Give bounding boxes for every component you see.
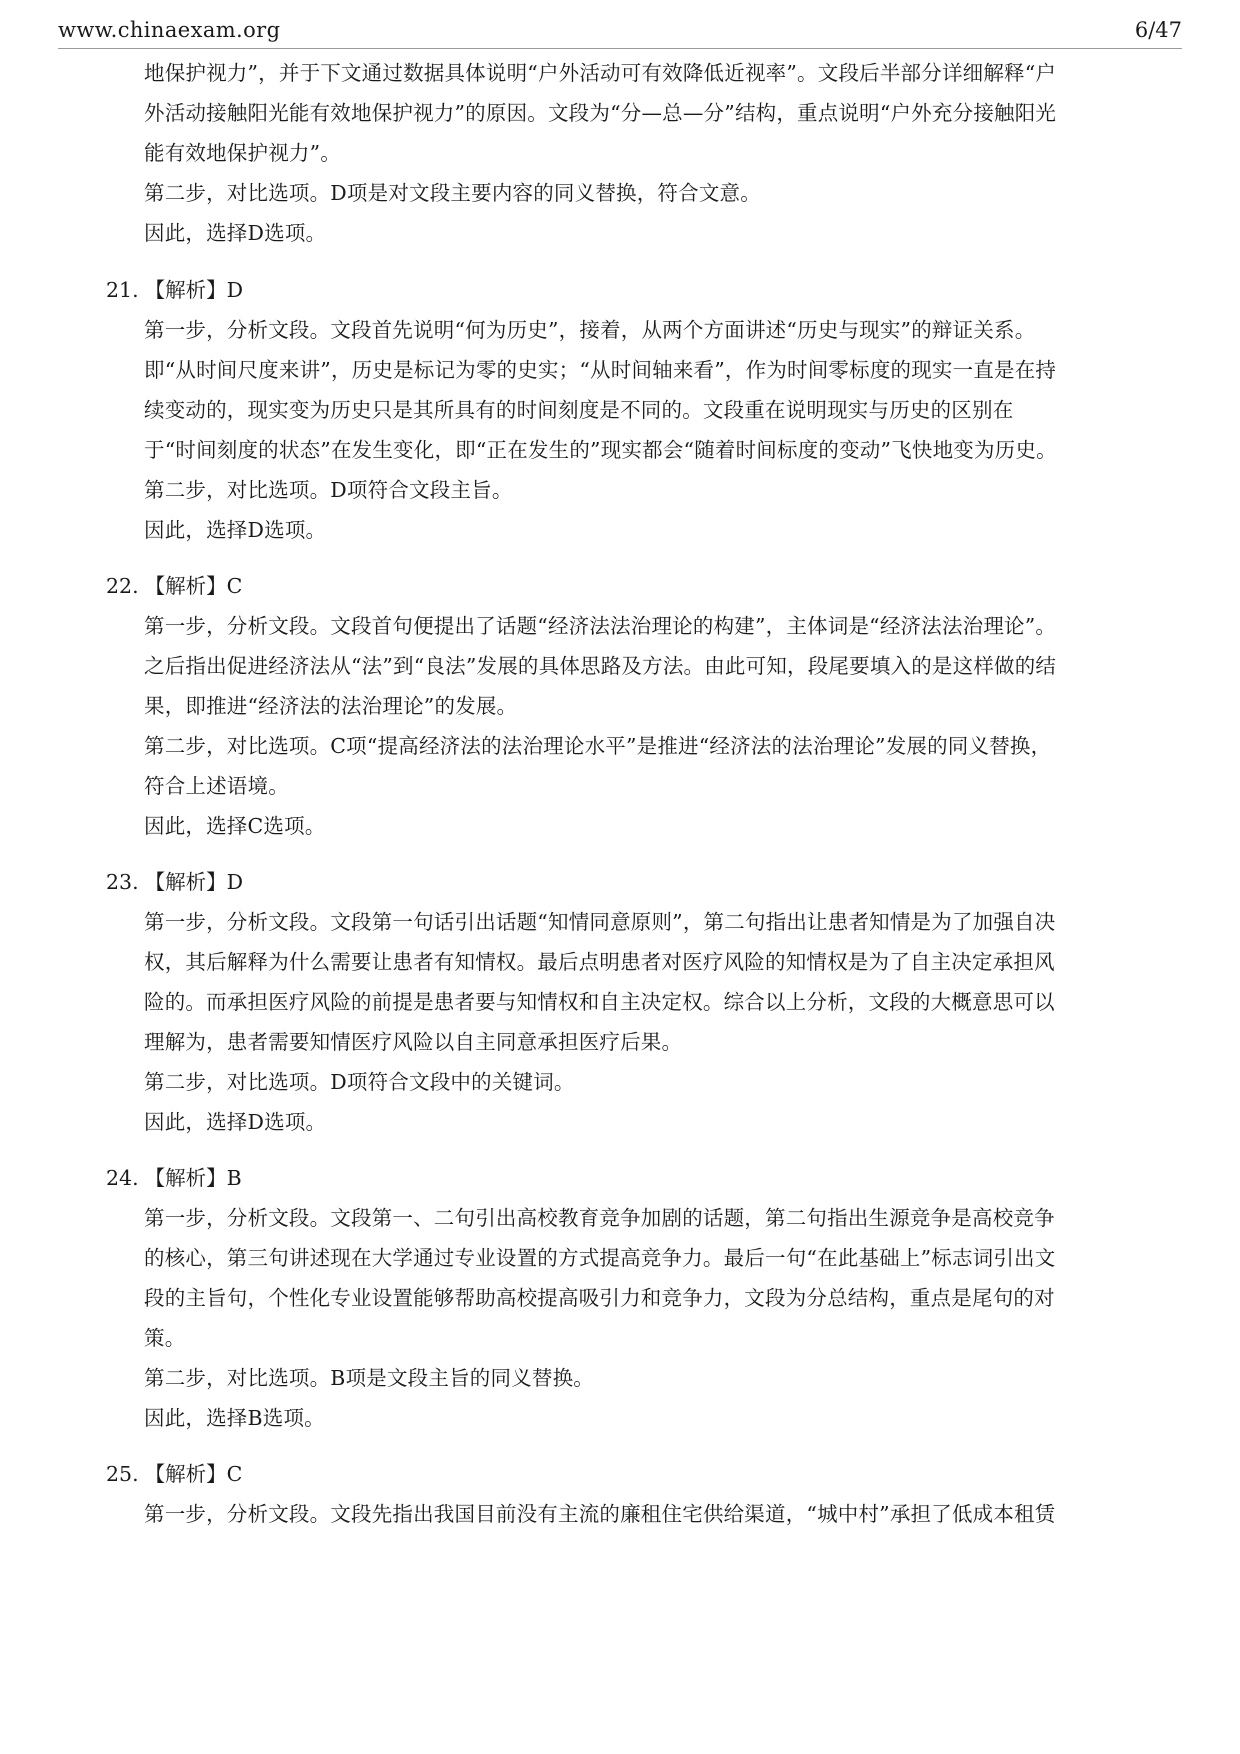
paragraph-line: 符合上述语境。 <box>144 774 289 798</box>
paragraph-line: 第一步，分析文段。文段第一、二句引出高校教育竞争加剧的话题，第二句指出生源竞争是高校竞争 <box>144 1206 1055 1230</box>
paragraph-line: 权，其后解释为什么需要让患者有知情权。最后点明患者对医疗风险的知情权是为了自主决定承担风 <box>144 950 1055 974</box>
answer-label: 【解析】C <box>144 574 243 598</box>
paragraph-line: 第一步，分析文段。文段第一句话引出话题“知情同意原则”，第二句指出让患者知情是为了加强自决 <box>144 910 1056 934</box>
paragraph-line: 第二步，对比选项。D项符合文段中的关键词。 <box>144 1070 575 1094</box>
paragraph-line: 险的。而承担医疗风险的前提是患者要与知情权和自主决定权。综合以上分析，文段的大概意思可以 <box>144 990 1055 1014</box>
paragraph-line: 第二步，对比选项。C项“提高经济法的法治理论水平”是推进“经济法的法治理论”发展的同义替换， <box>144 734 1052 758</box>
page-number: 6/47 <box>1134 18 1182 42</box>
question-number: 23. <box>106 870 139 894</box>
paragraph-line: 于“时间刻度的状态”在发生变化，即“正在发生的”现实都会“随着时间标度的变动”飞快地变为历史。 <box>144 438 1057 462</box>
paragraph-line: 策。 <box>144 1326 186 1350</box>
page-header <box>58 18 1182 49</box>
question-heading <box>106 1457 242 1487</box>
question-heading <box>106 1161 242 1191</box>
paragraph-line: 第一步，分析文段。文段首先说明“何为历史”，接着，从两个方面讲述“历史与现实”的辩证关系。 <box>144 318 1036 342</box>
paragraph-line: 地保护视力”，并于下文通过数据具体说明“户外活动可有效降低近视率”。文段后半部分详细解释“户 <box>144 61 1057 85</box>
paragraph-line: 因此，选择B选项。 <box>144 1406 325 1430</box>
paragraph-line: 果，即推进“经济法的法治理论”的发展。 <box>144 694 518 718</box>
paragraph-line: 因此，选择C选项。 <box>144 814 326 838</box>
question-heading <box>106 569 242 599</box>
site-url[interactable]: www.chinaexam.org <box>58 18 281 42</box>
question-number: 21. <box>106 278 139 302</box>
answer-label: 【解析】D <box>144 870 244 894</box>
paragraph-line: 第一步，分析文段。文段先指出我国目前没有主流的廉租住宅供给渠道，“城中村”承担了低成本租赁 <box>144 1502 1056 1526</box>
paragraph-line: 段的主旨句，个性化专业设置能够帮助高校提高吸引力和竞争力，文段为分总结构，重点是尾句的对 <box>144 1286 1055 1310</box>
paragraph-line: 因此，选择D选项。 <box>144 221 327 245</box>
question-heading <box>106 273 243 303</box>
answer-label: 【解析】C <box>144 1462 243 1486</box>
paragraph-line: 因此，选择D选项。 <box>144 1110 327 1134</box>
paragraph-line: 第一步，分析文段。文段首句便提出了话题“经济法法治理论的构建”，主体词是“经济法法治理论”。 <box>144 614 1057 638</box>
paragraph-line: 理解为，患者需要知情医疗风险以自主同意承担医疗后果。 <box>144 1030 683 1054</box>
question-number: 24. <box>106 1166 139 1190</box>
paragraph-line: 第二步，对比选项。D项符合文段主旨。 <box>144 478 513 502</box>
question-number: 25. <box>106 1462 139 1486</box>
paragraph-line: 因此，选择D选项。 <box>144 518 327 542</box>
paragraph-line: 第二步，对比选项。D项是对文段主要内容的同义替换，符合文意。 <box>144 181 761 205</box>
paragraph-line: 的核心，第三句讲述现在大学通过专业设置的方式提高竞争力。最后一句“在此基础上”标志词引出文 <box>144 1246 1056 1270</box>
answer-label: 【解析】D <box>144 278 244 302</box>
paragraph-line: 之后指出促进经济法从“法”到“良法”发展的具体思路及方法。由此可知，段尾要填入的是这样做的结 <box>144 654 1057 678</box>
paragraph-line: 能有效地保护视力”。 <box>144 141 341 165</box>
paragraph-line: 即“从时间尺度来讲”，历史是标记为零的史实；“从时间轴来看”，作为时间零标度的现实一直是在持 <box>144 358 1057 382</box>
question-heading <box>106 865 243 895</box>
question-number: 22. <box>106 574 139 598</box>
paragraph-line: 外活动接触阳光能有效地保护视力”的原因。文段为“分—总—分”结构，重点说明“户外充分接触阳光 <box>144 101 1057 125</box>
paragraph-line: 第二步，对比选项。B项是文段主旨的同义替换。 <box>144 1366 594 1390</box>
answer-label: 【解析】B <box>144 1166 242 1190</box>
paragraph-line: 续变动的，现实变为历史只是其所具有的时间刻度是不同的。文段重在说明现实与历史的区别在 <box>144 398 1014 422</box>
